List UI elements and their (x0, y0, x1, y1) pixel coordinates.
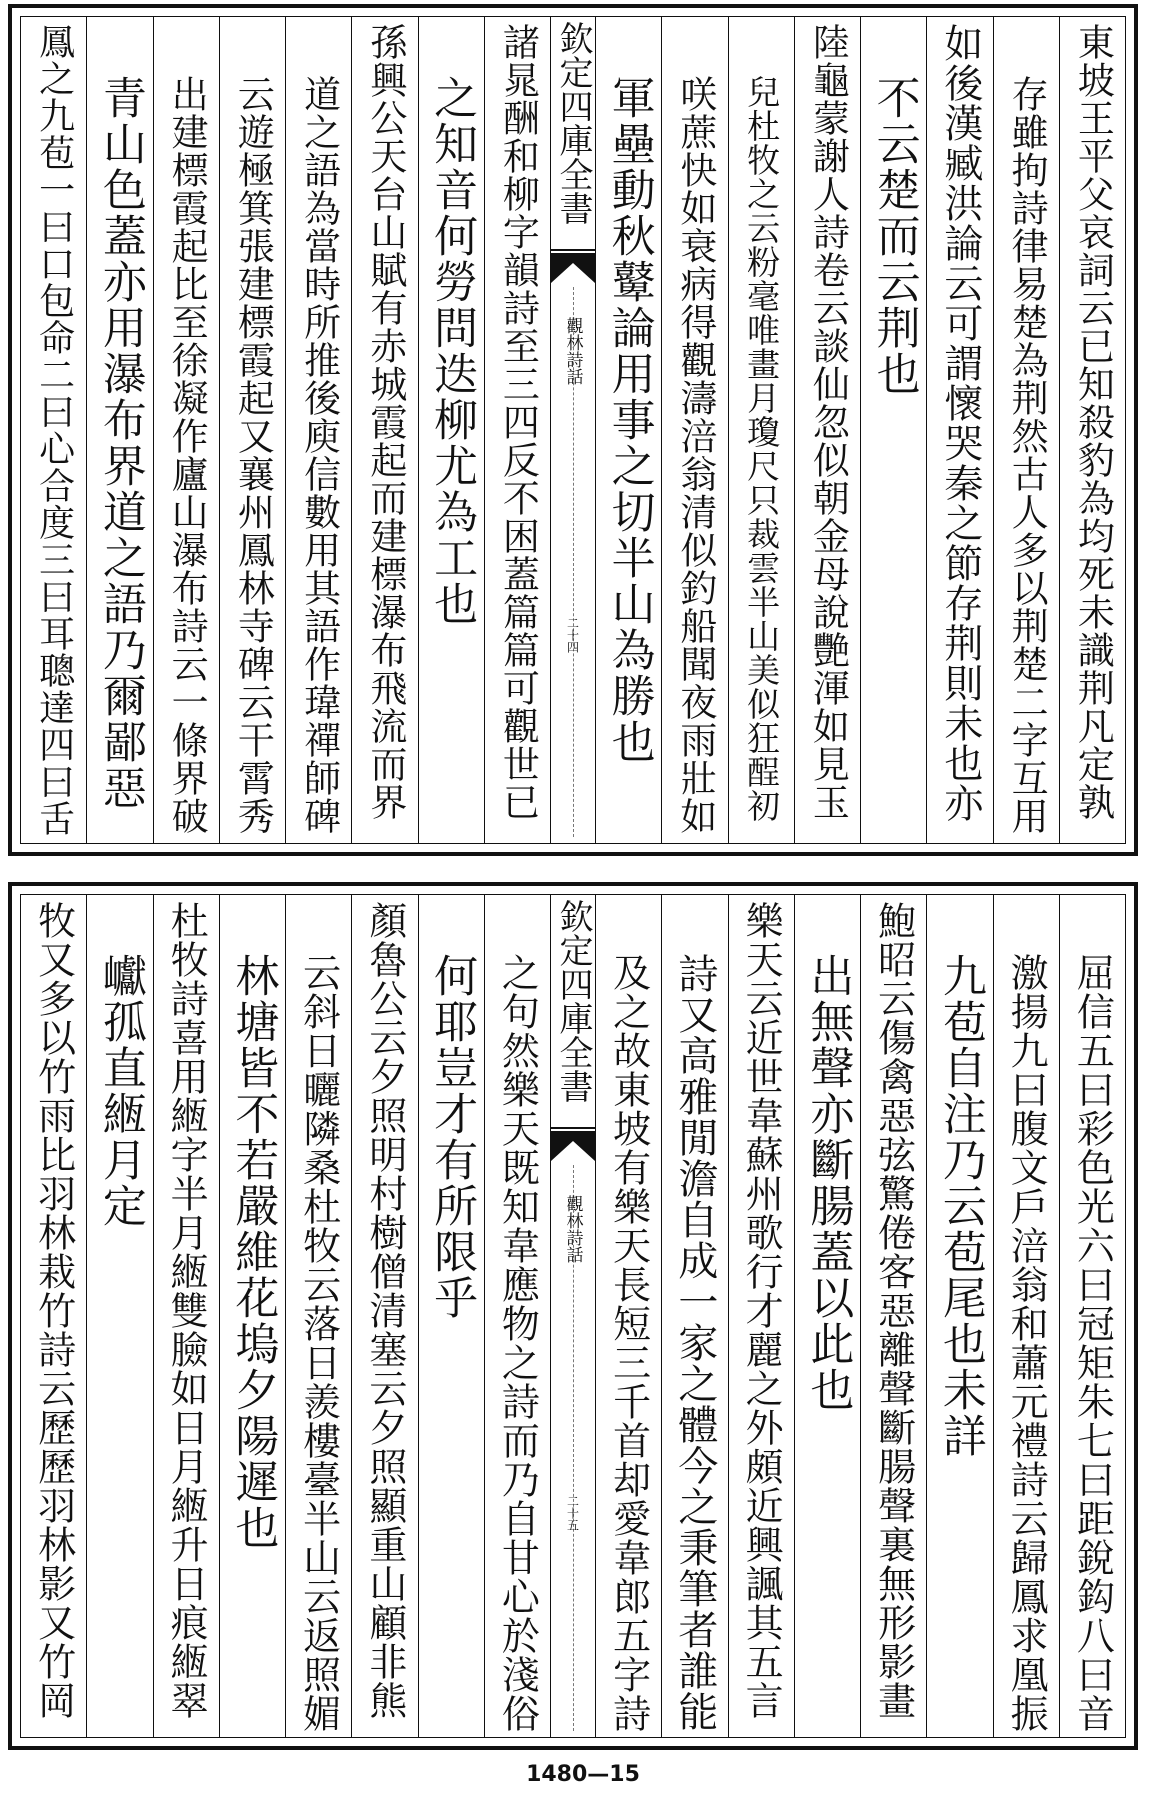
column-text: 如後漢臧洪論云可謂懷哭秦之節存荆則未也亦 (937, 23, 983, 823)
text-column (661, 895, 727, 1737)
column-text: 云遊極箕張建標霞起又襄州鳳林寺碑云干霄秀 (231, 75, 275, 835)
text-column (595, 895, 661, 1737)
text-column (595, 17, 661, 843)
center-fold-column (550, 17, 595, 843)
collection-title-box (551, 17, 595, 251)
column-text: 之知音何勞問迭柳尤為工也 (426, 75, 478, 627)
book-title: 觀林詩話 (562, 1195, 583, 1263)
column-text: 九苞自注乃云苞尾也未詳 (934, 953, 986, 1459)
column-text: 東坡王平父哀詞云已知殺豹為均死未識荆凡定孰 (1071, 23, 1115, 821)
text-column (1059, 17, 1125, 843)
column-text: 牧又多以竹雨比羽林栽竹詩云歷歷羽林影又竹岡 (31, 901, 76, 1720)
column-text: 巘孤直緪月定 (94, 953, 146, 1229)
column-text: 詩又高雅閒澹自成一家之體今之秉筆者誰能 (671, 953, 718, 1732)
text-column (21, 895, 86, 1737)
fishtail-mark-icon (551, 253, 595, 283)
column-text: 激揚九曰腹文戶涪翁和蕭元禮詩云歸鳳求凰振 (1004, 953, 1049, 1733)
text-column (285, 895, 351, 1737)
text-column (728, 895, 794, 1737)
column-text: 杜牧詩喜用緪字半月緪雙臉如日月緪升日痕緪翠 (164, 901, 209, 1720)
column-text: 鮑昭云傷禽惡弦驚倦客惡離聲斷腸聲裏無形影畫 (871, 901, 916, 1720)
text-column (993, 17, 1059, 843)
text-column (794, 17, 860, 843)
column-text: 出建標霞起比至徐凝作廬山瀑布詩云一條界破 (165, 75, 209, 835)
bottom-page-panel (8, 882, 1138, 1750)
text-column (860, 895, 926, 1737)
text-column (860, 17, 926, 843)
column-text: 孫興公天台山賦有赤城霞起而建標瀑布飛流而界 (363, 23, 407, 821)
collection-title-box (551, 895, 595, 1129)
folio-number: 二十五 (565, 1495, 580, 1531)
text-column (484, 895, 550, 1737)
column-text: 顏魯公云夕照明村樹僧清塞云夕照顯重山顧非熊 (362, 901, 407, 1720)
text-column (21, 17, 86, 843)
column-text: 存雖拘詩律易楚為荆然古人多以荆楚二字互用 (1005, 75, 1049, 835)
column-text: 云斜日曬隣桑杜牧云落日羨樓臺半山云返照媚 (296, 953, 341, 1733)
folio-number: 二十四 (565, 617, 580, 653)
text-column (351, 895, 417, 1737)
bottom-page-frame (20, 894, 1126, 1738)
text-column (926, 895, 992, 1737)
collection-title: 欽定四庫全書 (553, 21, 593, 225)
column-text: 諸晁酬和柳字韻詩至三四反不困蓋篇篇可觀世已 (496, 23, 540, 821)
text-column (153, 895, 219, 1737)
column-text: 咲蔗快如衰病得觀濤涪翁清似釣船聞夜雨壯如 (673, 75, 717, 835)
center-fold-column (550, 895, 595, 1737)
column-text: 鳳之九苞一曰口包命二曰心合度三曰耳聰達四曰舌 (33, 23, 75, 837)
column-text: 道之語為當時所推後庾信數用其語作瑋禪師碑 (297, 75, 341, 835)
column-text: 屈信五曰彩色光六曰冠矩朱七曰距銳鈎八曰音 (1070, 953, 1115, 1733)
text-column (153, 17, 219, 843)
text-column (484, 17, 550, 843)
text-column (351, 17, 417, 843)
page-reference-footer: 1480—15 (526, 1762, 640, 1787)
text-column (728, 17, 794, 843)
column-text: 樂天云近世韋蘇州歌行才麗之外頗近興諷其五言 (739, 901, 784, 1720)
text-column (993, 895, 1059, 1737)
column-text: 林塘皆不若嚴維花塢夕陽遲也 (227, 953, 279, 1551)
book-title: 觀林詩話 (562, 317, 583, 385)
column-text: 陸龜蒙謝人詩卷云談仙忽似朝金母說艷渾如見玉 (806, 23, 850, 821)
text-column (418, 17, 484, 843)
text-column (1059, 895, 1125, 1737)
text-column (926, 17, 992, 843)
column-text: 出無聲亦斷腸蓋以此也 (802, 953, 854, 1413)
column-text: 及之故東坡有樂天長短三千首却愛韋郎五字詩 (606, 953, 651, 1733)
fishtail-mark-icon (551, 1131, 595, 1161)
column-text: 何耶豈才有所限乎 (426, 953, 478, 1321)
text-column (285, 17, 351, 843)
text-column (418, 895, 484, 1737)
column-text: 不云楚而云荆也 (868, 75, 920, 397)
collection-title: 欽定四庫全書 (553, 899, 593, 1103)
top-columns (21, 17, 1125, 843)
text-column (219, 895, 285, 1737)
text-column (86, 17, 152, 843)
bottom-columns (21, 895, 1125, 1737)
text-column (794, 895, 860, 1737)
column-text: 軍壘動秋鼙論用事之切半山為勝也 (603, 75, 655, 765)
top-page-panel (8, 4, 1138, 856)
column-text: 之句然樂天既知韋應物之詩而乃自甘心於淺俗 (495, 953, 540, 1733)
column-text: 兒杜牧之云粉毫唯畫月瓊尺只裁雲半山美似狂酲初 (742, 75, 782, 823)
column-text: 青山色蓋亦用瀑布界道之語乃爾鄙惡 (94, 75, 146, 811)
text-column (219, 17, 285, 843)
text-column (661, 17, 727, 843)
text-column (86, 895, 152, 1737)
top-page-frame (20, 16, 1126, 844)
